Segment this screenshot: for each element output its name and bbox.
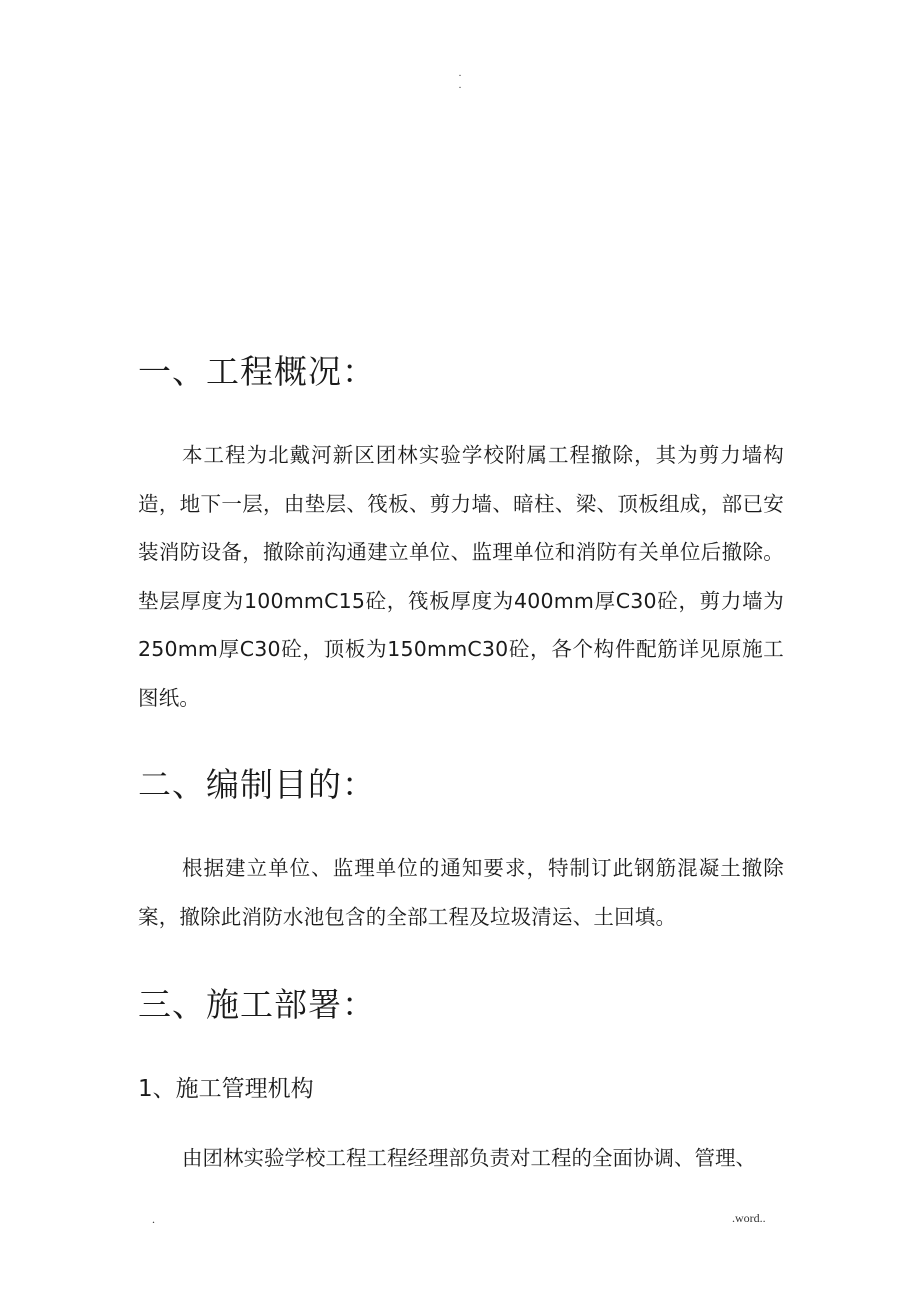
section-heading-purpose: 二、编制目的： bbox=[138, 765, 376, 804]
section-paragraph-purpose: 根据建立单位、监理单位的通知要求，特制订此钢筋混凝土撤除案，撤除此消防水池包含的全部工程及垃圾清运、土回填。 bbox=[138, 856, 784, 929]
section-heading-overview: 一、工程概况： bbox=[138, 352, 376, 391]
section-paragraph-management: 由团林实验学校工程工程经理部负责对工程的全面协调、管理、 bbox=[182, 1146, 756, 1170]
footer-left-mark: . bbox=[152, 1212, 155, 1226]
subsection-heading-management: 1、施工管理机构 bbox=[138, 1076, 314, 1102]
footer-right-mark: .word.. bbox=[732, 1211, 766, 1225]
header-dot-bottom: . bbox=[458, 80, 462, 91]
section-paragraph-overview: 本工程为北戴河新区团林实验学校附属工程撤除，其为剪力墙构造，地下一层，由垫层、筏板、剪力墙、暗柱、梁、顶板组成，部已安装消防设备，撤除前沟通建立单位、监理单位和消防有关单位后撤除。垫层厚度为100mmC15砼，筏板厚度为400mm厚C30砼，剪力墙为250mm厚C30砼，顶板为150mmC30砼，各个构件配筋详见原施工图纸。 bbox=[138, 443, 784, 710]
header-dot-top: . bbox=[458, 68, 462, 79]
header-mark bbox=[455, 68, 465, 92]
section-heading-deployment: 三、施工部署： bbox=[138, 985, 376, 1024]
